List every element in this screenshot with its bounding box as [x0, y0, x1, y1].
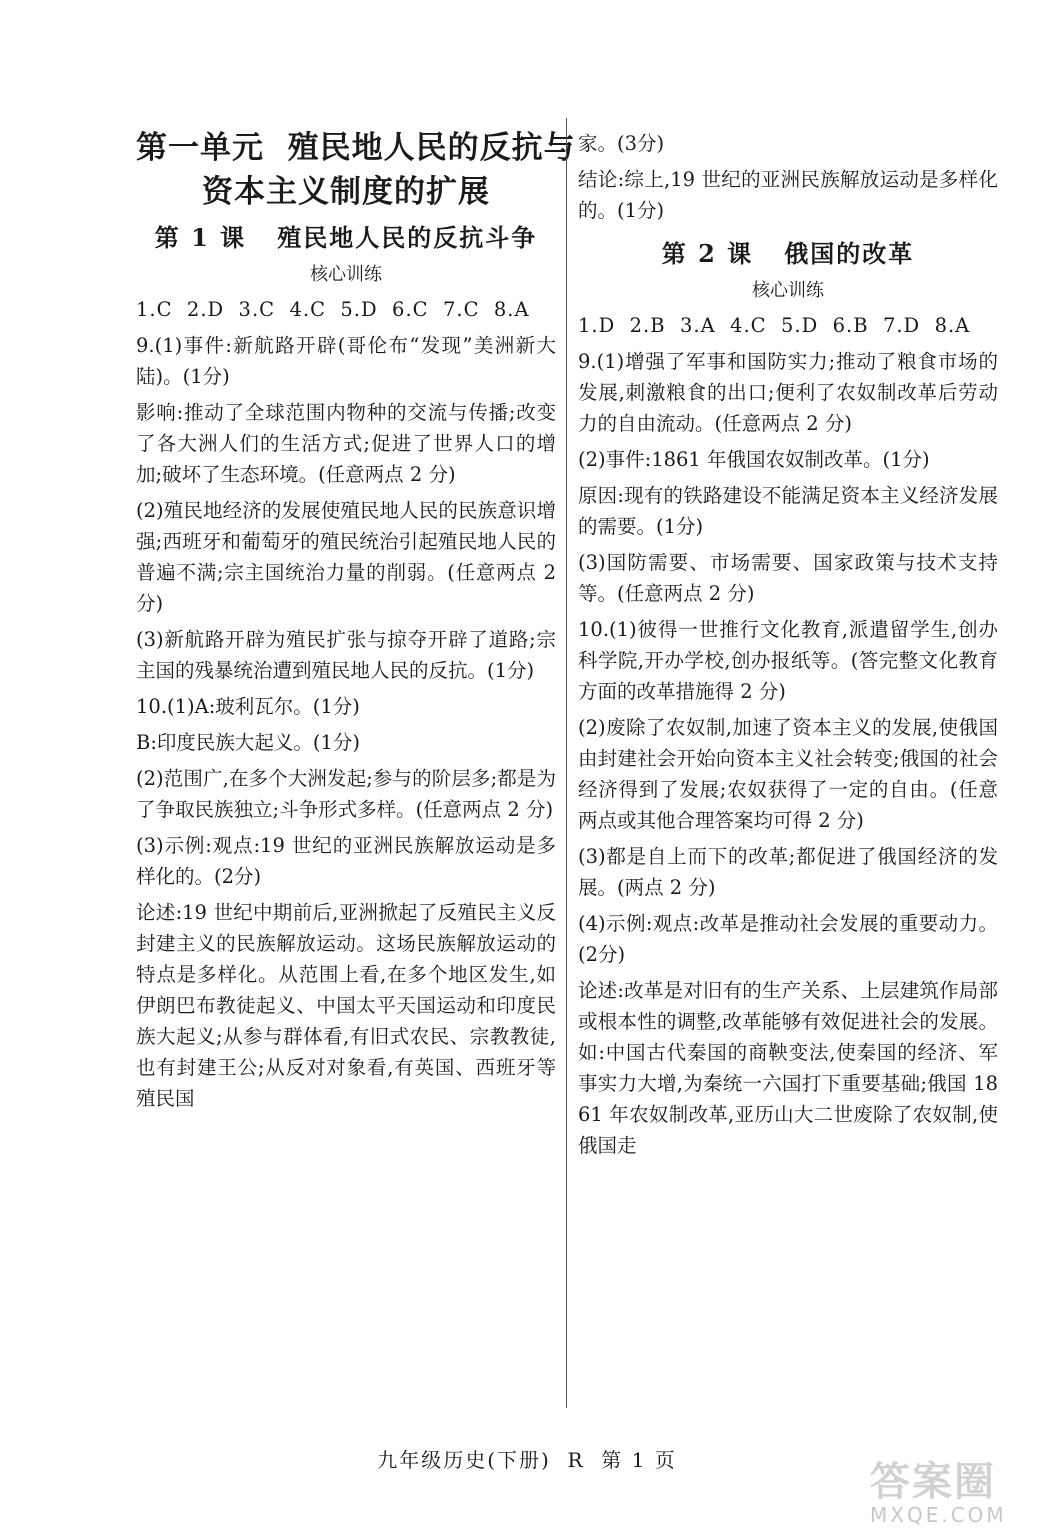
core-training-label: 核心训练: [752, 280, 824, 301]
column-divider: [566, 118, 567, 1408]
answer-paragraph: 9.(1)事件:新航路开辟(哥伦布“发现”美洲新大陆)。(1分): [136, 334, 556, 388]
watermark-logo: [870, 1460, 1040, 1530]
unit-title: [136, 126, 576, 214]
page-footer: 九年级历史(下册) R 第 1 页: [377, 1448, 677, 1472]
watermark-top: 答案圈: [870, 1459, 996, 1505]
answer-paragraph: 10.(1)彼得一世推行文化教育,派遣留学生,创办科学院,开办学校,创办报纸等。(答完整文化教育方面的改革措施得 2 分): [578, 618, 998, 703]
answer-paragraph: 论述:19 世纪中期前后,亚洲掀起了反殖民主义反封建主义的民族解放运动。这场民族解放运动的特点是多样化。从范围上看,在多个地区发生,如伊朗巴布教徒起义、中国太平天国运动和印度民族大起义;从参与群体看,有旧式农民、宗教教徒,也有封建王公;从反对对象看,有英国、西班牙等殖民国: [136, 901, 556, 1110]
answer-paragraph: (2)殖民地经济的发展使殖民地人民的民族意识增强;西班牙和葡萄牙的殖民统治引起殖民地人民的普遍不满;宗主国统治力量的削弱。(任意两点 2 分): [136, 499, 556, 615]
unit-title-line-1: 第一单元 殖民地人民的反抗与: [136, 130, 576, 166]
left-column: [136, 118, 576, 1119]
answer-paragraph: (3)都是自上而下的改革;都促进了俄国经济的发展。(两点 2 分): [578, 845, 998, 899]
answer-paragraph: 10.(1)A:玻利瓦尔。(1分): [136, 695, 360, 718]
answer-paragraph: (3)新航路开辟为殖民扩张与掠夺开辟了道路;宗主国的残暴统治遭到殖民地人民的反抗。(1分): [136, 628, 556, 682]
answer-paragraph: 结论:综上,19 世纪的亚洲民族解放运动是多样化的。(1分): [578, 168, 998, 222]
unit-title-line-2: 资本主义制度的扩展: [202, 174, 490, 210]
answer-paragraph: 影响:推动了全球范围内物种的交流与传播;改变了各大洲人们的生活方式;促进了世界人口的增加;破坏了生态环境。(任意两点 2 分): [136, 401, 556, 486]
answer-paragraph: (2)废除了农奴制,加速了资本主义的发展,使俄国由封建社会开始向资本主义社会转变;俄国的社会经济得到了发展;农奴获得了一定的自由。(任意两点或其他合理答案均可得 2 分): [578, 716, 998, 832]
answer-paragraph: (2)范围广,在多个大洲发起;参与的阶层多;都是为了争取民族独立;斗争形式多样。(任意两点 2 分): [136, 767, 556, 821]
answer-paragraph: 9.(1)增强了军事和国防实力;推动了粮食市场的发展,刺激粮食的出口;便利了农奴制改革后劳动力的自由流动。(任意两点 2 分): [578, 350, 998, 435]
answer-paragraph: (3)示例:观点:19 世纪的亚洲民族解放运动是多样化的。(2分): [136, 834, 556, 888]
lesson-1-title: 第 1 课 殖民地人民的反抗斗争: [154, 223, 538, 252]
answer-paragraph: 原因:现有的铁路建设不能满足资本主义经济发展的需要。(1分): [578, 484, 998, 538]
watermark-bottom: MXQE.COM: [870, 1503, 1007, 1527]
core-training-label: 核心训练: [310, 264, 382, 285]
answer-paragraph: (2)事件:1861 年俄国农奴制改革。(1分): [578, 448, 930, 471]
answer-paragraph: 家。(3分): [578, 132, 665, 155]
lesson-2-title: 第 2 课 俄国的改革: [661, 239, 915, 268]
answer-paragraph: 论述:改革是对旧有的生产关系、上层建筑作局部或根本性的调整,改革能够有效促进社会的发展。如:中国古代秦国的商鞅变法,使秦国的经济、军事实力大增,为秦统一六国打下重要基础;俄国 1861 年农奴制改革,亚历山大二世废除了农奴制,使俄国走: [578, 979, 998, 1157]
answer-paragraph: 1.C 2.D 3.C 4.C 5.D 6.C 7.C 8.A: [136, 298, 530, 321]
answer-paragraph: (3)国防需要、市场需要、国家政策与技术支持等。(任意两点 2 分): [578, 551, 998, 605]
answer-paragraph: (4)示例:观点:改革是推动社会发展的重要动力。(2分): [578, 912, 998, 966]
answer-paragraph: 1.D 2.B 3.A 4.C 5.D 6.B 7.D 8.A: [578, 314, 971, 337]
right-column: [578, 118, 998, 1166]
answer-paragraph: B:印度民族大起义。(1分): [136, 731, 361, 754]
